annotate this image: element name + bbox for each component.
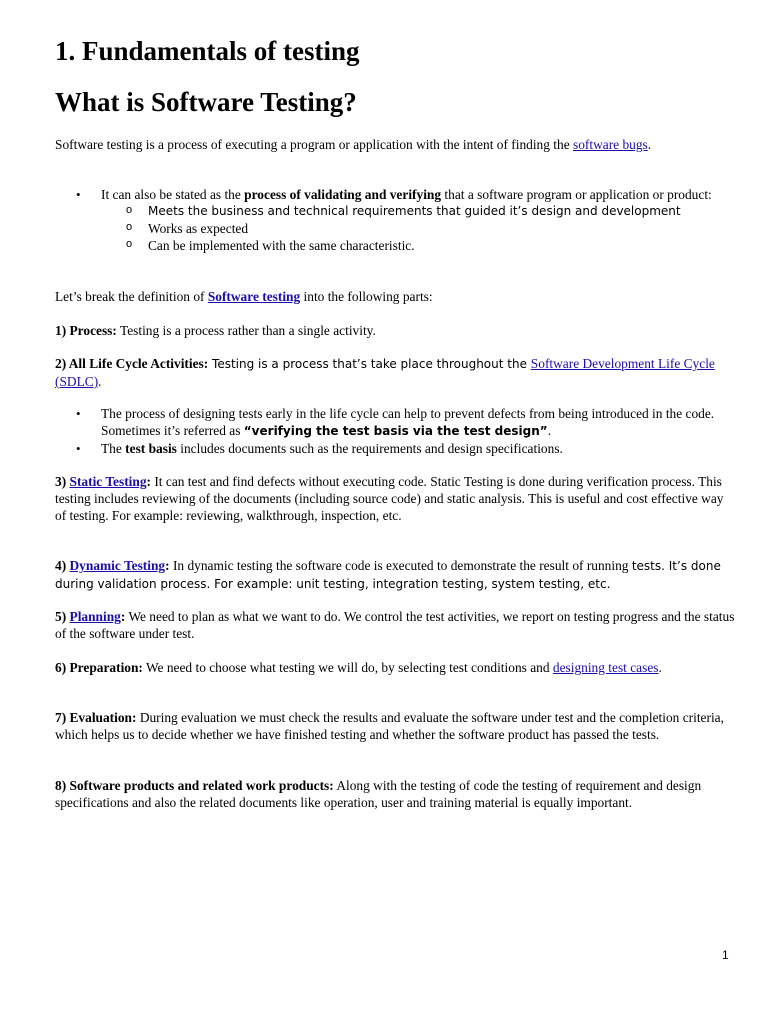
item-dynamic-testing xyxy=(55,557,735,593)
item2-label: 2) All Life Cycle Activities: xyxy=(55,356,209,371)
definition-bullet-list xyxy=(55,186,735,254)
item8-text: Along with the testing of code the testing of requirement and design specifications and also the related documents like operation, user and training material is equally important. xyxy=(55,778,702,810)
item1-label: 1) Process: xyxy=(55,323,117,338)
designing-test-cases-link[interactable]: designing test cases xyxy=(552,660,659,675)
item5-text: We need to plan as what we want to do. We control the test activities, we report on testing progress and the status of the software under test. xyxy=(55,609,735,641)
sub-list-item: o Can be implemented with the same characteristic. xyxy=(101,237,735,254)
item2-b2-bold: test basis xyxy=(125,441,177,456)
software-testing-link[interactable]: Software testing xyxy=(207,289,301,304)
item-evaluation xyxy=(55,709,735,743)
intro-text: Software testing is a process of executing a program or application with the intent of finding the xyxy=(55,137,574,152)
dynamic-testing-link[interactable]: Dynamic Testing xyxy=(69,558,166,573)
item-process xyxy=(55,322,735,339)
item1-text: Testing is a process rather than a single activity. xyxy=(116,323,376,338)
list-item xyxy=(55,186,735,254)
item2-end: . xyxy=(98,374,102,389)
item3-num: 3) xyxy=(55,474,70,489)
document-title: 1. Fundamentals of testing xyxy=(55,36,360,66)
bullet1-post: that a software program or application or product: xyxy=(441,187,712,202)
item2-b1-end: . xyxy=(547,423,552,438)
item-static-testing xyxy=(55,473,735,524)
item3-text: It can test and find defects without executing code. Static Testing is done during verification process. This testing includes reviewing of the documents (including source code) and static analysis. This is useful and cost effective way of testing. For example: reviewing, walkthrough, inspection, etc. xyxy=(55,474,724,523)
item5-colon: : xyxy=(120,609,126,624)
section-heading: What is Software Testing? xyxy=(55,87,357,117)
intro-paragraph xyxy=(55,136,735,153)
breakdown-paragraph xyxy=(55,288,735,305)
item3-colon: : xyxy=(146,474,151,489)
requirements-sublist xyxy=(101,203,735,254)
bullet1-bold: process of validating and verifying xyxy=(244,187,442,202)
item4-text: In dynamic testing the software code is executed to demonstrate the result of running xyxy=(169,558,632,573)
item2-text: Testing is a process that’s take place throughout the xyxy=(208,357,531,371)
item4-num: 4) xyxy=(55,558,70,573)
item5-num: 5) xyxy=(55,609,70,624)
breakdown-post: into the following parts: xyxy=(300,289,433,304)
list-item xyxy=(55,440,735,457)
item7-label: 7) Evaluation: xyxy=(55,710,137,725)
intro-end: . xyxy=(647,137,652,152)
sdlc-link[interactable]: Software Development Life Cycle (SDLC) xyxy=(55,356,715,389)
item-work-products xyxy=(55,777,735,811)
item6-text: We need to choose what testing we will do, by selecting test conditions and xyxy=(142,660,553,675)
item-life-cycle xyxy=(55,355,735,390)
static-testing-link[interactable]: Static Testing xyxy=(69,474,147,489)
page-number: 1 xyxy=(722,948,729,962)
breakdown-pre: Let’s break the definition of xyxy=(55,289,208,304)
item8-label: 8) Software products and related work products: xyxy=(55,778,334,793)
item6-end: . xyxy=(658,660,662,675)
item2-b1-bold: “verifying the test basis via the test design” xyxy=(243,424,548,438)
item-preparation xyxy=(55,659,735,676)
sub-list-item: o Meets the business and technical requirements that guided it’s design and development xyxy=(101,203,735,220)
item7-text: During evaluation we must check the results and evaluate the software under test and the completion criteria, which helps us to decide whether we have finished testing and whether the software product has passed the tests. xyxy=(55,710,724,742)
item4-text2: tests. It’s done during validation process. For example: unit testing, integration testing, system testing, etc. xyxy=(55,559,721,591)
item2-b2-pre: The xyxy=(101,441,126,456)
item2-b2-post: includes documents such as the requirements and design specifications. xyxy=(176,441,563,456)
list-item xyxy=(55,405,735,440)
software-bugs-link[interactable]: software bugs xyxy=(573,137,648,152)
planning-link[interactable]: Planning xyxy=(69,609,121,624)
item4-colon: : xyxy=(165,558,170,573)
item-planning xyxy=(55,608,735,642)
sub-list-item: o Works as expected xyxy=(101,220,735,237)
item2-b1-pre: The process of designing tests early in the life cycle can help to prevent defects from being introduced in the code. Sometimes it’s referred as xyxy=(101,406,715,438)
item6-label: 6) Preparation: xyxy=(55,660,143,675)
life-cycle-bullet-list xyxy=(55,405,735,457)
bullet1-pre: It can also be stated as the xyxy=(101,187,245,202)
